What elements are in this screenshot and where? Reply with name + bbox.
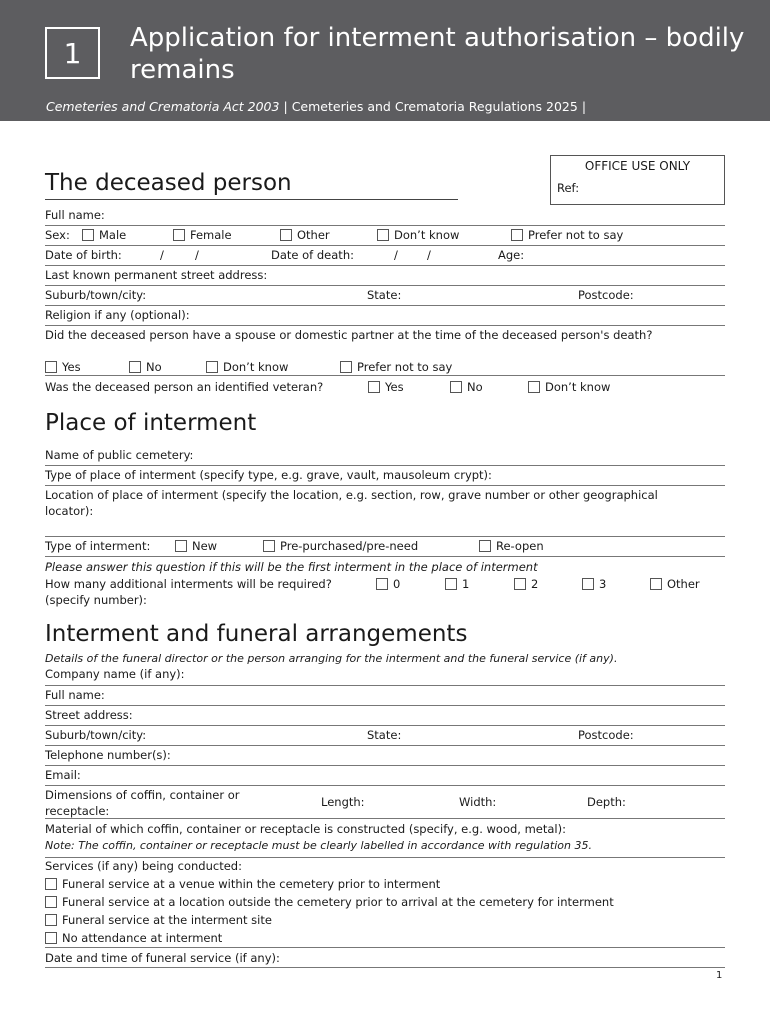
service-option-site[interactable]	[45, 912, 725, 930]
checkbox[interactable]	[650, 578, 662, 590]
option-label: Other	[297, 228, 330, 242]
spouse-option-dont-know[interactable]	[206, 359, 288, 375]
field-label: Street address:	[45, 708, 133, 722]
spouse-option-no[interactable]	[129, 359, 162, 375]
sex-option-dont-know[interactable]	[377, 227, 459, 243]
checkbox[interactable]	[45, 878, 57, 890]
regs-name: Cemeteries and Crematoria Regulations 2025	[291, 99, 578, 114]
additional-question: How many additional interments will be required? (specify number):	[45, 577, 332, 607]
funeral-datetime-field[interactable]	[45, 950, 725, 968]
divider: |	[581, 99, 587, 114]
additional-option-2[interactable]	[514, 576, 538, 592]
checkbox[interactable]	[445, 578, 457, 590]
email-field[interactable]	[45, 767, 725, 786]
option-label: Male	[99, 228, 127, 242]
date-slash: /	[427, 248, 431, 262]
additional-interments-row	[45, 576, 725, 610]
field-label: Full name:	[45, 688, 105, 702]
option-label: Pre-purchased/pre-need	[280, 539, 419, 553]
spouse-option-yes[interactable]	[45, 359, 81, 375]
place-type-field[interactable]	[45, 467, 725, 486]
checkbox[interactable]	[368, 381, 380, 393]
field-label: Type of place of interment (specify type, e.g. grave, vault, mausoleum crypt):	[45, 468, 492, 482]
funeral-subtitle: Details of the funeral director or the person arranging for the interment and the funeral service (if any).	[45, 652, 618, 665]
interment-option-reopen[interactable]	[479, 538, 544, 554]
field-label: Sex:	[45, 228, 70, 242]
field-label: Last known permanent street address:	[45, 268, 268, 282]
state-label: State:	[367, 288, 402, 302]
page-number: 1	[716, 970, 723, 981]
checkbox[interactable]	[173, 229, 185, 241]
field-label: Type of interment:	[45, 539, 151, 553]
form-number: 1	[63, 36, 82, 70]
checkbox[interactable]	[376, 578, 388, 590]
option-label: Funeral service at the interment site	[62, 913, 272, 927]
option-label: 1	[462, 577, 470, 591]
field-label: Date and time of funeral service (if any):	[45, 951, 280, 965]
funeral-full-name-field[interactable]	[45, 687, 725, 706]
additional-option-3[interactable]	[582, 576, 606, 592]
checkbox[interactable]	[514, 578, 526, 590]
checkbox[interactable]	[263, 540, 275, 552]
office-ref-field[interactable]: Ref:	[557, 181, 580, 195]
address-field[interactable]	[45, 267, 725, 286]
religion-field[interactable]	[45, 307, 725, 326]
office-use-box	[550, 155, 725, 205]
option-label: Funeral service at a venue within the cemetery prior to interment	[62, 877, 441, 891]
checkbox[interactable]	[479, 540, 491, 552]
veteran-option-dont-know[interactable]	[528, 379, 610, 395]
length-label: Length:	[321, 795, 365, 809]
suburb-label: Suburb/town/city:	[45, 728, 147, 742]
veteran-option-yes[interactable]	[368, 379, 404, 395]
field-label: Full name:	[45, 208, 105, 222]
option-label: No attendance at interment	[62, 931, 223, 945]
checkbox[interactable]	[82, 229, 94, 241]
dimensions-label: Dimensions of coffin, container or receptacle:	[45, 788, 240, 818]
option-label: Female	[190, 228, 232, 242]
veteran-option-no[interactable]	[450, 379, 483, 395]
additional-option-other[interactable]	[650, 576, 700, 592]
act-name: Cemeteries and Crematoria Act 2003	[46, 99, 280, 114]
funeral-street-field[interactable]	[45, 707, 725, 726]
cemetery-name-field[interactable]	[45, 447, 725, 466]
checkbox[interactable]	[280, 229, 292, 241]
date-slash: /	[195, 248, 199, 262]
sex-option-other[interactable]	[280, 227, 330, 243]
date-slash: /	[160, 248, 164, 262]
age-label: Age:	[498, 248, 525, 262]
place-location-field[interactable]	[45, 487, 725, 537]
checkbox[interactable]	[175, 540, 187, 552]
legislation-line	[46, 99, 590, 114]
checkbox[interactable]	[129, 361, 141, 373]
veteran-row	[45, 379, 725, 398]
sex-row	[45, 227, 725, 246]
option-label: Prefer not to say	[528, 228, 624, 242]
office-use-heading: OFFICE USE ONLY	[584, 159, 691, 173]
material-note: Note: The coffin, container or receptacle must be clearly labelled in accordance with regulation 35.	[45, 838, 725, 858]
checkbox[interactable]	[45, 932, 57, 944]
field-label: Telephone number(s):	[45, 748, 171, 762]
sex-option-prefer-not[interactable]	[511, 227, 623, 243]
option-label: No	[146, 360, 162, 374]
funeral-suburb-row	[45, 727, 725, 746]
first-interment-note: Please answer this question if this will be the first interment in the place of interment	[45, 560, 538, 574]
option-label: Re-open	[496, 539, 544, 553]
checkbox[interactable]	[528, 381, 540, 393]
date-slash: /	[394, 248, 398, 262]
dimensions-row	[45, 787, 725, 819]
option-label: Yes	[62, 360, 81, 374]
checkbox[interactable]	[511, 229, 523, 241]
spouse-question: Did the deceased person have a spouse or domestic partner at the time of the deceased person's death?	[45, 328, 653, 342]
option-label: 2	[531, 577, 539, 591]
material-field[interactable]: Material of which coffin, container or receptacle is constructed (specify, e.g. wood, metal):	[45, 822, 566, 836]
checkbox[interactable]	[45, 361, 57, 373]
interment-type-row	[45, 538, 725, 557]
checkbox[interactable]	[206, 361, 218, 373]
page-header	[0, 0, 770, 121]
field-label: Company name (if any):	[45, 667, 185, 681]
option-label: 3	[599, 577, 607, 591]
option-label: 0	[393, 577, 401, 591]
option-label: Funeral service at a location outside the cemetery prior to arrival at the cemetery for interment	[62, 895, 614, 909]
option-label: New	[192, 539, 218, 553]
service-option-no-attendance[interactable]	[45, 930, 725, 948]
checkbox[interactable]	[582, 578, 594, 590]
dob-label: Date of birth:	[45, 248, 122, 262]
additional-option-0[interactable]	[376, 576, 400, 592]
section-heading-funeral: Interment and funeral arrangements	[45, 621, 468, 647]
form-title: Application for interment authorisation – bodily remains	[130, 23, 745, 85]
section-heading-deceased: The deceased person	[45, 170, 458, 200]
depth-label: Depth:	[587, 795, 626, 809]
field-label: Location of place of interment (specify the location, e.g. section, row, grave number or other geographical locator):	[45, 488, 658, 518]
option-label: Other	[667, 577, 700, 591]
spouse-question-row	[45, 327, 725, 376]
state-label: State:	[367, 728, 402, 742]
checkbox[interactable]	[377, 229, 389, 241]
field-label: Name of public cemetery:	[45, 448, 194, 462]
checkbox[interactable]	[45, 914, 57, 926]
checkbox[interactable]	[340, 361, 352, 373]
option-label: Don’t know	[545, 380, 611, 394]
checkbox[interactable]	[45, 896, 57, 908]
form-number-box	[45, 27, 100, 79]
option-label: No	[467, 380, 483, 394]
deceased-full-name-field[interactable]	[45, 207, 725, 226]
suburb-label: Suburb/town/city:	[45, 288, 147, 302]
suburb-row	[45, 287, 725, 306]
interment-option-prepurchased[interactable]	[263, 538, 418, 554]
additional-option-1[interactable]	[445, 576, 469, 592]
option-label: Don’t know	[223, 360, 289, 374]
option-label: Don’t know	[394, 228, 460, 242]
interment-option-new[interactable]	[175, 538, 217, 554]
sex-option-male[interactable]	[82, 227, 126, 243]
field-label: Email:	[45, 768, 81, 782]
option-label: Yes	[385, 380, 404, 394]
section-heading-place: Place of interment	[45, 410, 257, 436]
service-option-venue[interactable]	[45, 876, 725, 894]
dod-label: Date of death:	[271, 248, 354, 262]
dates-row	[45, 247, 725, 266]
postcode-label: Postcode:	[578, 288, 634, 302]
divider: |	[283, 99, 288, 114]
service-option-outside[interactable]	[45, 894, 725, 912]
width-label: Width:	[459, 795, 497, 809]
spouse-option-prefer-not[interactable]	[340, 359, 452, 375]
option-label: Prefer not to say	[357, 360, 453, 374]
postcode-label: Postcode:	[578, 728, 634, 742]
veteran-question: Was the deceased person an identified veteran?	[45, 380, 324, 394]
checkbox[interactable]	[450, 381, 462, 393]
services-label: Services (if any) being conducted:	[45, 859, 242, 873]
sex-option-female[interactable]	[173, 227, 232, 243]
field-label: Religion if any (optional):	[45, 308, 190, 322]
phone-field[interactable]	[45, 747, 725, 766]
company-name-field[interactable]	[45, 666, 725, 686]
